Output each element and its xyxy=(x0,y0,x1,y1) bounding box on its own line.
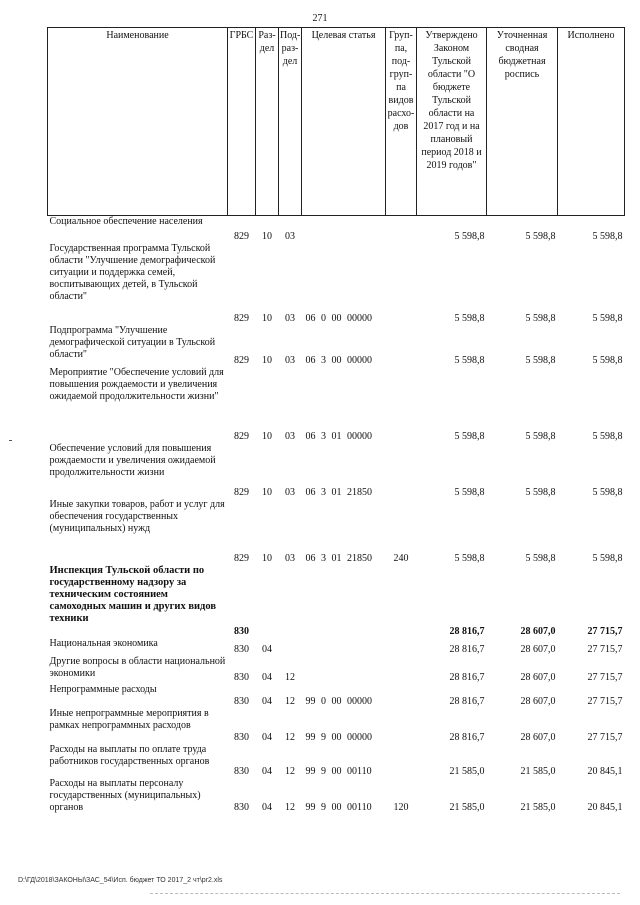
row-utverzhdeno: 28 816,7 xyxy=(449,671,485,683)
row-utverzhdeno: 5 598,8 xyxy=(454,552,485,564)
header-podrazdel: Под-раз-дел xyxy=(279,28,302,216)
row-utverzhdeno: 5 598,8 xyxy=(454,486,485,498)
row-vid-rashodov xyxy=(386,367,417,443)
row-utverzhdeno: 21 585,0 xyxy=(449,801,485,813)
row-celevaya-statya: 99 9 00 00110 xyxy=(305,765,372,777)
row-utverzhdeno: 5 598,8 xyxy=(454,312,485,324)
row-razdel: 04 xyxy=(262,643,272,655)
row-utochnennaya: 5 598,8 xyxy=(525,486,556,498)
table-row xyxy=(48,243,625,325)
row-name: Социальное обеспечение населения xyxy=(49,216,203,227)
row-razdel: 04 xyxy=(262,695,272,707)
row-razdel xyxy=(256,565,279,638)
row-ispolneno: 5 598,8 xyxy=(592,230,623,242)
row-utverzhdeno: 28 816,7 xyxy=(449,731,485,743)
header-razdel: Раз-дел xyxy=(256,28,279,216)
table-row xyxy=(48,744,625,778)
row-name: Государственная программа Тульской области "Улучшение демографической ситуации и поддержка семей, воспитывающих детей, в Тульской области" xyxy=(49,242,216,302)
row-ispolneno: 5 598,8 xyxy=(592,312,623,324)
row-utverzhdeno: 5 598,8 xyxy=(454,230,485,242)
table-row xyxy=(48,499,625,565)
table-row xyxy=(48,367,625,443)
row-name: Мероприятие "Обеспечение условий для повышения рождаемости и увеличения ожидаемой продолжительности жизни" xyxy=(49,366,224,402)
row-vid-rashodov xyxy=(386,638,417,656)
row-razdel: 10 xyxy=(262,486,272,498)
row-podrazdel: 12 xyxy=(285,765,295,777)
row-utverzhdeno: 28 816,7 xyxy=(449,643,485,655)
row-utochnennaya: 5 598,8 xyxy=(525,354,556,366)
row-vid-rashodov xyxy=(386,684,417,708)
row-grbs: 829 xyxy=(234,430,249,442)
row-podrazdel xyxy=(279,638,302,656)
row-utochnennaya: 5 598,8 xyxy=(525,230,556,242)
row-grbs: 830 xyxy=(234,643,249,655)
row-name: Подпрограмма "Улучшение демографической ситуации в Тульской области" xyxy=(49,324,216,360)
row-vid-rashodov xyxy=(386,565,417,638)
row-celevaya-statya: 99 9 00 00000 xyxy=(305,731,372,743)
row-utochnennaya: 5 598,8 xyxy=(525,312,556,324)
row-grbs: 829 xyxy=(234,230,249,242)
row-vid-rashodov: 240 xyxy=(393,552,409,564)
table-body xyxy=(48,216,625,814)
header-utverzhdeno: Утверждено Законом Тульской области "О бюджете Тульской области на 2017 год и на плановый период 2018 и 2019 годов" xyxy=(417,28,487,216)
row-utochnennaya: 5 598,8 xyxy=(525,552,556,564)
row-celevaya-statya: 06 3 00 00000 xyxy=(305,354,372,366)
row-vid-rashodov xyxy=(386,243,417,325)
page-number: 271 xyxy=(312,13,328,24)
row-ispolneno: 27 715,7 xyxy=(587,671,623,683)
row-vid-rashodov xyxy=(386,443,417,499)
row-ispolneno: 20 845,1 xyxy=(587,801,623,813)
row-ispolneno: 20 845,1 xyxy=(587,765,623,777)
row-name: Непрограммные расходы xyxy=(49,683,157,695)
row-vid-rashodov xyxy=(386,325,417,367)
row-grbs: 830 xyxy=(234,801,249,813)
row-vid-rashodov xyxy=(386,744,417,778)
margin-mark xyxy=(9,440,12,441)
row-podrazdel: 03 xyxy=(285,230,295,242)
row-name: Обеспечение условий для повышения рождаемости и увеличения ожидаемой продолжительности жизни xyxy=(49,442,216,478)
row-name: Расходы на выплаты по оплате труда работников государственных органов xyxy=(49,743,210,767)
header-ispolneno: Исполнено xyxy=(558,28,625,216)
row-celevaya-statya: 06 3 01 21850 xyxy=(305,552,372,564)
row-razdel: 04 xyxy=(262,731,272,743)
row-celevaya-statya: 06 0 00 00000 xyxy=(305,312,372,324)
row-utochnennaya: 28 607,0 xyxy=(520,695,556,707)
row-podrazdel: 03 xyxy=(285,430,295,442)
file-path-footer: D:\ГД\2018\ЗАКОНЫ\ЗАС_54\Исп. бюджет ТО 2017_2 чт\pr2.xls xyxy=(18,877,223,884)
table-row xyxy=(48,778,625,814)
row-utverzhdeno: 28 816,7 xyxy=(449,695,485,707)
row-utverzhdeno: 21 585,0 xyxy=(449,765,485,777)
row-ispolneno: 5 598,8 xyxy=(592,486,623,498)
row-grbs: 830 xyxy=(234,765,249,777)
header-gruppa-vidov-rashodov: Груп-па, под-груп-па видов расхо-дов xyxy=(386,28,417,216)
row-razdel: 04 xyxy=(262,671,272,683)
table-row xyxy=(48,638,625,656)
row-utochnennaya: 21 585,0 xyxy=(520,765,556,777)
budget-table xyxy=(47,27,625,814)
header-celevaya-statya: Целевая статья xyxy=(302,28,386,216)
row-vid-rashodov xyxy=(386,656,417,684)
row-name: Расходы на выплаты персоналу государственных (муниципальных) органов xyxy=(49,777,201,813)
row-grbs: 829 xyxy=(234,354,249,366)
row-utverzhdeno: 28 816,7 xyxy=(449,625,485,637)
row-name: Иные непрограммные мероприятия в рамках непрограммных расходов xyxy=(49,707,209,731)
table-row xyxy=(48,656,625,684)
row-razdel: 10 xyxy=(262,430,272,442)
row-grbs: 829 xyxy=(234,486,249,498)
row-utochnennaya: 28 607,0 xyxy=(520,625,556,637)
row-ispolneno: 27 715,7 xyxy=(587,625,623,637)
row-razdel: 04 xyxy=(262,801,272,813)
row-ispolneno: 27 715,7 xyxy=(587,695,623,707)
row-vid-rashodov xyxy=(386,708,417,744)
budget-table-container xyxy=(47,27,624,814)
row-vid-rashodov xyxy=(386,216,417,243)
table-row xyxy=(48,684,625,708)
row-utochnennaya: 5 598,8 xyxy=(525,430,556,442)
table-header-row xyxy=(48,28,625,216)
row-utverzhdeno: 5 598,8 xyxy=(454,430,485,442)
row-grbs: 830 xyxy=(234,695,249,707)
row-ispolneno: 27 715,7 xyxy=(587,731,623,743)
row-podrazdel: 03 xyxy=(285,486,295,498)
row-grbs: 830 xyxy=(234,625,249,637)
row-ispolneno: 5 598,8 xyxy=(592,354,623,366)
row-grbs: 829 xyxy=(234,552,249,564)
row-podrazdel: 12 xyxy=(285,801,295,813)
table-row xyxy=(48,216,625,243)
row-grbs: 830 xyxy=(234,671,249,683)
row-utverzhdeno: 5 598,8 xyxy=(454,354,485,366)
row-ispolneno: 5 598,8 xyxy=(592,552,623,564)
row-razdel: 04 xyxy=(262,765,272,777)
row-podrazdel: 12 xyxy=(285,695,295,707)
row-podrazdel: 03 xyxy=(285,552,295,564)
header-utochnennaya-rospis: Уточненная сводная бюджетная роспись xyxy=(487,28,558,216)
row-podrazdel: 12 xyxy=(285,671,295,683)
row-name: Национальная экономика xyxy=(49,637,158,649)
row-razdel: 10 xyxy=(262,552,272,564)
header-name: Наименование xyxy=(48,28,228,216)
header-grbs: ГРБС xyxy=(228,28,256,216)
row-grbs: 829 xyxy=(234,312,249,324)
row-razdel: 10 xyxy=(262,354,272,366)
row-name: Инспекция Тульской области по государственному надзору за техническим состоянием самоходных машин и других видов техники xyxy=(49,564,217,624)
row-celevaya-statya: 06 3 01 21850 xyxy=(305,486,372,498)
row-utochnennaya: 28 607,0 xyxy=(520,731,556,743)
row-podrazdel xyxy=(279,565,302,638)
row-celevaya-statya: 99 0 00 00000 xyxy=(305,695,372,707)
row-celevaya-statya: 99 9 00 00110 xyxy=(305,801,372,813)
bottom-rule xyxy=(150,893,620,894)
row-podrazdel: 03 xyxy=(285,312,295,324)
row-podrazdel: 12 xyxy=(285,731,295,743)
row-razdel: 10 xyxy=(262,312,272,324)
row-celevaya-statya: 06 3 01 00000 xyxy=(305,430,372,442)
row-name: Другие вопросы в области национальной экономики xyxy=(49,655,226,679)
row-utochnennaya: 28 607,0 xyxy=(520,671,556,683)
row-grbs: 830 xyxy=(234,731,249,743)
row-podrazdel: 03 xyxy=(285,354,295,366)
table-row xyxy=(48,325,625,367)
row-vid-rashodov: 120 xyxy=(393,801,409,813)
row-name: Иные закупки товаров, работ и услуг для обеспечения государственных (муниципальных) нужд xyxy=(49,498,225,534)
table-row xyxy=(48,565,625,638)
row-ispolneno: 5 598,8 xyxy=(592,430,623,442)
row-utochnennaya: 28 607,0 xyxy=(520,643,556,655)
row-celevaya-statya xyxy=(302,656,386,684)
row-celevaya-statya xyxy=(302,565,386,638)
table-row xyxy=(48,708,625,744)
row-razdel: 10 xyxy=(262,230,272,242)
row-celevaya-statya xyxy=(302,216,386,243)
row-celevaya-statya xyxy=(302,638,386,656)
row-utochnennaya: 21 585,0 xyxy=(520,801,556,813)
table-row xyxy=(48,443,625,499)
row-ispolneno: 27 715,7 xyxy=(587,643,623,655)
